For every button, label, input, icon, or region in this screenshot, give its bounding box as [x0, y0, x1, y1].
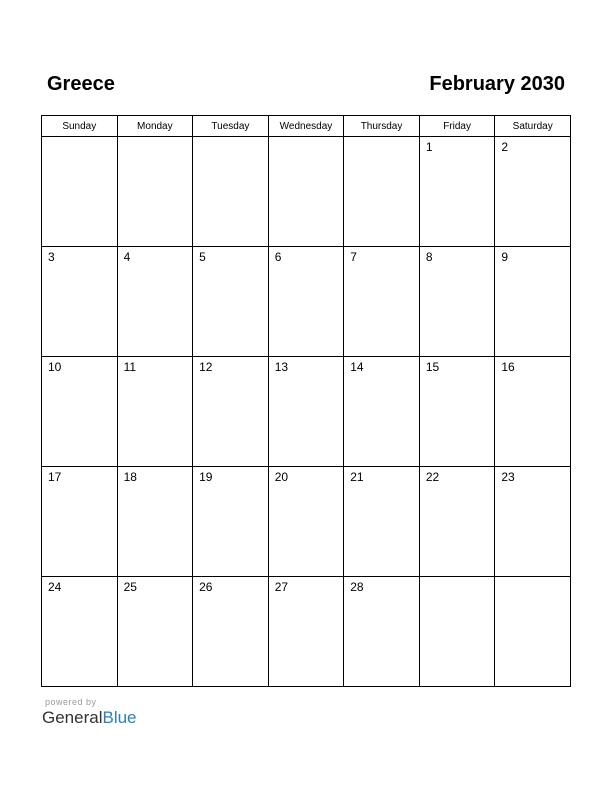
day-number: 6	[274, 250, 282, 264]
day-number	[118, 137, 193, 140]
weekday-sunday: Sunday	[42, 116, 118, 137]
generalblue-logo[interactable]	[42, 708, 137, 728]
day-number: 3	[48, 250, 55, 264]
day-number: 22	[425, 470, 440, 484]
country-name: Greece	[47, 73, 115, 95]
week-row	[42, 577, 571, 687]
day-cell	[495, 467, 571, 577]
calendar-grid	[41, 115, 571, 687]
day-cell	[193, 467, 269, 577]
week-row	[42, 467, 571, 577]
day-cell	[419, 137, 495, 247]
day-cell	[268, 467, 344, 577]
day-number	[344, 137, 419, 140]
day-cell	[495, 137, 571, 247]
day-cell	[42, 137, 118, 247]
day-cell	[117, 137, 193, 247]
logo-blue-text: Blue	[102, 708, 137, 727]
day-cell	[268, 577, 344, 687]
day-cell	[419, 357, 495, 467]
day-number: 4	[123, 250, 131, 264]
day-cell	[268, 247, 344, 357]
day-cell	[117, 467, 193, 577]
day-cell	[268, 137, 344, 247]
day-number: 5	[199, 250, 206, 264]
day-cell	[193, 357, 269, 467]
day-number: 11	[123, 360, 137, 374]
day-number: 27	[274, 580, 289, 594]
day-number: 9	[501, 250, 509, 264]
day-number	[420, 577, 495, 580]
week-row	[42, 247, 571, 357]
day-cell	[344, 247, 420, 357]
day-number: 25	[123, 580, 137, 594]
day-cell	[495, 577, 571, 687]
day-cell	[419, 247, 495, 357]
day-number: 17	[48, 470, 62, 484]
day-cell	[42, 577, 118, 687]
weekday-tuesday: Tuesday	[193, 116, 269, 137]
day-number: 18	[123, 470, 137, 484]
day-cell	[42, 357, 118, 467]
day-cell	[495, 357, 571, 467]
day-cell	[193, 247, 269, 357]
day-cell	[193, 577, 269, 687]
day-number: 19	[199, 470, 213, 484]
day-number: 14	[350, 360, 364, 374]
day-number: 24	[48, 580, 62, 594]
day-number: 13	[274, 360, 289, 374]
day-number: 12	[199, 360, 213, 374]
day-number	[495, 577, 570, 580]
day-cell	[193, 137, 269, 247]
day-cell	[117, 577, 193, 687]
week-row	[42, 137, 571, 247]
day-cell	[117, 357, 193, 467]
day-number: 7	[350, 250, 357, 264]
powered-by-text: powered by	[45, 697, 97, 707]
weekday-header-row	[42, 116, 571, 137]
weekday-friday: Friday	[419, 116, 495, 137]
day-number: 8	[425, 250, 433, 264]
weekday-thursday: Thursday	[344, 116, 420, 137]
month-title: February 2030	[429, 73, 565, 95]
day-number	[42, 137, 117, 140]
day-number: 15	[425, 360, 440, 374]
day-number: 10	[48, 360, 62, 374]
day-cell	[344, 137, 420, 247]
day-cell	[344, 577, 420, 687]
week-row	[42, 357, 571, 467]
day-number	[269, 137, 344, 140]
day-number: 23	[501, 470, 515, 484]
day-cell	[42, 467, 118, 577]
day-cell	[495, 247, 571, 357]
day-cell	[117, 247, 193, 357]
day-cell	[344, 357, 420, 467]
day-number: 21	[350, 470, 364, 484]
day-cell	[344, 467, 420, 577]
day-number: 2	[501, 140, 509, 154]
day-cell	[42, 247, 118, 357]
day-number: 26	[199, 580, 213, 594]
logo-general-text: General	[42, 708, 103, 727]
day-number: 20	[274, 470, 289, 484]
day-number: 1	[425, 140, 433, 154]
weekday-saturday: Saturday	[495, 116, 571, 137]
day-number: 28	[350, 580, 364, 594]
day-cell	[419, 577, 495, 687]
weekday-wednesday: Wednesday	[268, 116, 344, 137]
day-number	[193, 137, 268, 140]
day-number: 16	[501, 360, 515, 374]
day-cell	[419, 467, 495, 577]
day-cell	[268, 357, 344, 467]
weekday-monday: Monday	[117, 116, 193, 137]
